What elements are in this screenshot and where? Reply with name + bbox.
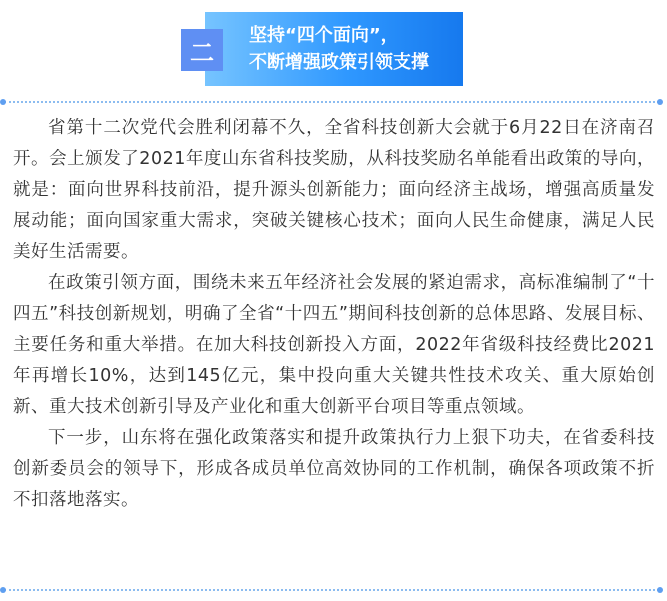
article-body [13,113,655,516]
section-title-line-1: 坚持“四个面向”， [249,25,399,46]
paragraph-2: 在政策引领方面，围绕未来五年经济社会发展的紧迫需求，高标准编制了“十四五”科技创新规划，明确了全省“十四五”期间科技创新的总体思路、发展目标、主要任务和重大举措。在加大科技创新投入方面，2022年省级科技经费比2021年再增长10%，达到145亿元，集中投向重大关键共性技术攻关、重大原始创新、重大技术创新引导及产业化和重大创新平台项目等重点领域。 [13,273,655,417]
frame-corner-dot-bottom-left [0,587,6,593]
section-header [181,12,463,86]
frame-corner-dot-bottom-right [657,587,663,593]
frame-corner-dot-top-right [657,99,663,105]
section-title-banner [205,12,463,86]
paragraph-1: 省第十二次党代会胜利闭幕不久，全省科技创新大会就于6月22日在济南召开。会上颁发了2021年度山东省科技奖励，从科技奖励名单能看出政策的导向，就是：面向世界科技前沿，提升源头创新能力；面向经济主战场，增强高质量发展动能；面向国家重大需求，突破关键核心技术；面向人民生命健康，满足人民美好生活需要。 [13,118,655,262]
paragraph-3: 下一步，山东将在强化政策落实和提升政策执行力上狠下功夫，在省委科技创新委员会的领导下，形成各成员单位高效协同的工作机制，确保各项政策不折不扣落地落实。 [13,428,655,510]
section-title-line-2: 不断增强政策引领支撑 [249,52,429,73]
frame-corner-dot-top-left [0,99,6,105]
section-number-badge: 二 [181,29,223,71]
